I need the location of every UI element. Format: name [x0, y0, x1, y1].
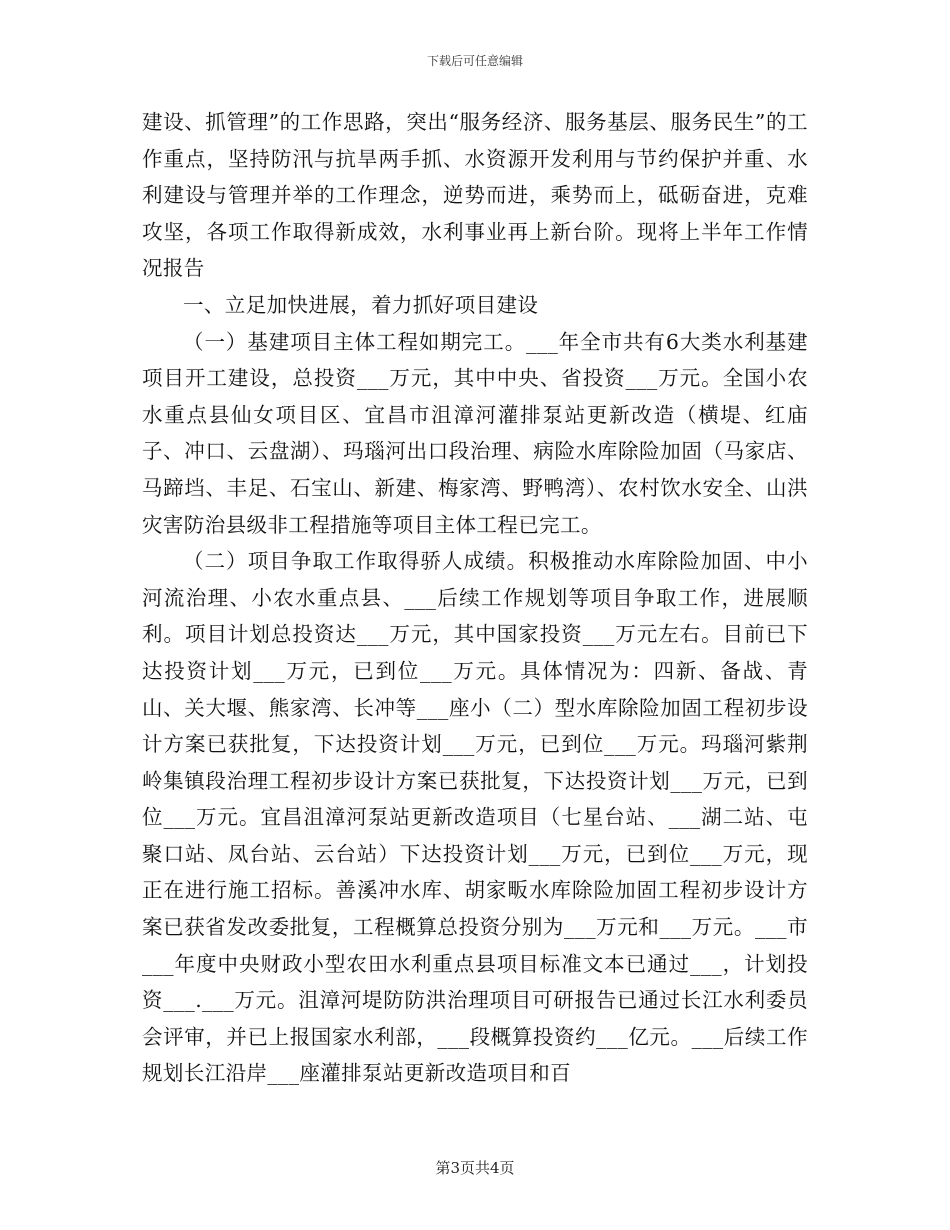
page-number: 第3页共4页 — [435, 1159, 515, 1177]
document-body — [142, 104, 808, 1092]
section-heading: 一、立足加快进展，着力抓好项目建设 — [183, 292, 539, 317]
page-header-note: 下载后可任意编辑 — [426, 54, 523, 68]
paragraph-intro: 建设、抓管理”的工作思路，突出“服务经济、服务基层、服务民生”的工作重点，坚持防汛与抗旱两手抓、水资源开发利用与节约保护并重、水利建设与管理并举的工作理念，逆势而进，乘势而上，砥砺奋进，克难攻坚，各项工作取得新成效，水利事业再上新台阶。现将上半年工作情况报告 — [142, 110, 808, 281]
paragraph-subsection-1: （一）基建项目主体工程如期完工。___年全市共有6大类水利基建项目开工建设，总投资___万元，其中中央、省投资___万元。全国小农水重点县仙女项目区、宜昌市沮漳河灌排泵站更新改造（横堤、红庙子、冲口、云盘湖）、玛瑙河出口段治理、病险水库除险加固（马家店、马蹄垱、丰足、石宝山、新建、梅家湾、野鸭湾）、农村饮水安全、山洪灾害防治县级非工程措施等项目主体工程已完工。 — [142, 329, 808, 537]
paragraph-subsection-2: （二）项目争取工作取得骄人成绩。积极推动水库除险加固、中小河流治理、小农水重点县、___后续工作规划等项目争取工作，进展顺利。项目计划总投资达___万元，其中国家投资___万元左右。目前已下达投资计划___万元，已到位___万元。具体情况为：四新、备战、青山、关大堰、熊家湾、长冲等___座小（二）型水库除险加固工程初步设计方案已获批复，下达投资计划___万元，已到位___万元。玛瑙河紫荆岭集镇段治理工程初步设计方案已获批复，下达投资计划___万元，已到位___万元。宜昌沮漳河泵站更新改造项目（七星台站、___湖二站、屯聚口站、凤台站、云台站）下达投资计划___万元，已到位___万元，现正在进行施工招标。善溪冲水库、胡家畈水库除险加固工程初步设计方案已获省发改委批复，工程概算总投资分别为___万元和___万元。___市___年度中央财政小型农田水利重点县项目标准文本已通过___，计划投资___.___万元。沮漳河堤防防洪治理项目可研报告已通过长江水利委员会评审，并已上报国家水利部，___段概算投资约___亿元。___后续工作规划长江沿岸___座灌排泵站更新改造项目和百 — [142, 549, 808, 1086]
